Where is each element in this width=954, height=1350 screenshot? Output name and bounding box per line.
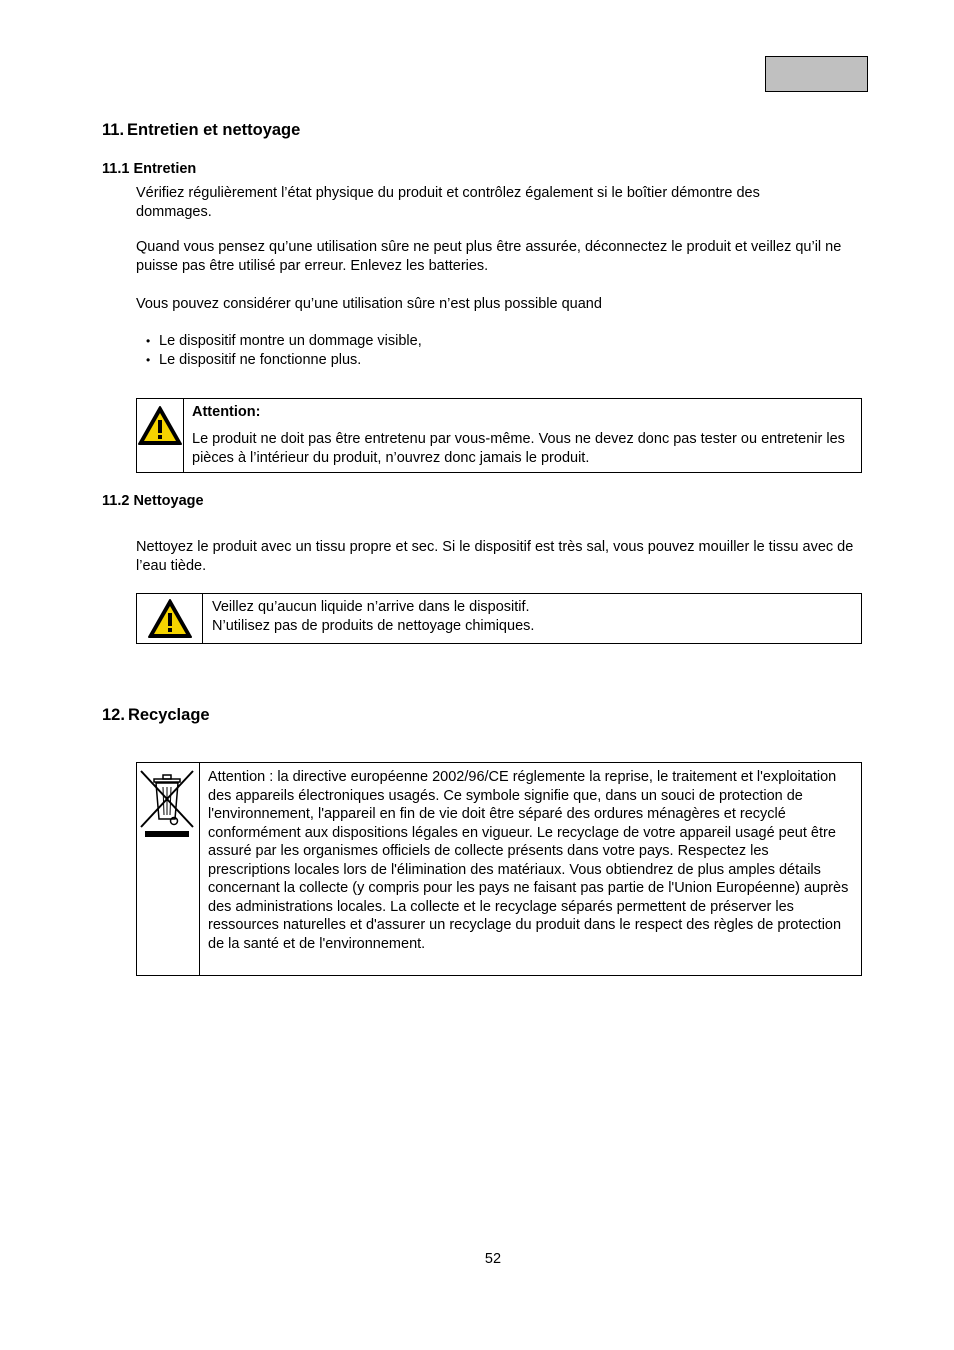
warning-text-cell [203,594,542,643]
conditions-list [146,332,422,370]
warning-text-cell [184,399,861,472]
maintenance-warning-box [136,398,862,473]
language-tab [765,56,868,92]
section-11-heading [102,121,300,140]
section-11-number: 11. [102,121,125,139]
warning-line-2: N’utilisez pas de produits de nettoyage chimiques. [212,618,535,634]
subsection-11-2-heading: 11.2 Nettoyage [102,493,204,509]
entretien-paragraph-1: Vérifiez régulièrement l’état physique du produit et contrôlez également si le boîtier démontre des dommages. [136,185,760,220]
recycling-notice-box [136,762,862,976]
recycling-icon-cell [137,763,200,975]
warning-triangle-icon [147,598,193,640]
warning-line-1: Veillez qu’aucun liquide n’arrive dans le dispositif. [212,599,530,615]
entretien-paragraph-3: Vous pouvez considérer qu’une utilisation sûre n’est plus possible quand [136,296,602,312]
warning-text: Le produit ne doit pas être entretenu par vous-même. Vous ne devez donc pas tester ou entretenir les pièces à l’intérieur du produit, n’ouvrez donc jamais le produit. [192,431,845,466]
section-11-title: Entretien et nettoyage [127,121,301,139]
crossed-out-bin-icon [137,769,199,839]
warning-icon-cell [137,399,184,472]
warning-title: Attention: [192,404,261,420]
page-number: 52 [484,1251,502,1267]
section-12-title: Recyclage [127,706,210,724]
nettoyage-paragraph: Nettoyez le produit avec un tissu propre et sec. Si le dispositif est très sal, vous pouvez mouiller le tissu avec de l’eau tiède. [136,539,854,574]
warning-triangle-icon [137,405,183,447]
warning-icon-cell [137,594,203,643]
section-12-number: 12. [102,706,125,724]
subsection-11-1-heading: 11.1 Entretien [102,161,197,177]
cleaning-warning-box [136,593,862,644]
section-12-heading [102,706,210,725]
entretien-paragraph-2: Quand vous pensez qu’une utilisation sûre ne peut plus être assurée, déconnectez le produit et veillez qu’il ne puisse pas être utilisé par erreur. Enlevez les batteries. [136,239,842,274]
list-item: • Le dispositif ne fonctionne plus. [146,351,422,370]
list-item: • Le dispositif montre un dommage visible, [146,332,422,351]
recycling-text: Attention : la directive européenne 2002/96/CE réglemente la reprise, le traitement et l'exploitation des appareils électroniques usagés. Ce symbole signifie que, dans un souci de protection de l'environnement, l'appareil en fin de vie doit être séparé des ordures ménagères et recyclé conformément aux dispositions légales en vigueur. Le recyclage de votre appareil usagé peut être assuré par les organismes officiels de collecte présents dans votre pays. Respectez les prescriptions locales lors de l'élimination des matériaux. Vous obtiendrez de plus amples détails concernant la collecte (y compris pour les pays ne faisant pas partie de l'Union Européenne) auprès des administrations locales. La collecte et le recyclage séparés permettent de préserver les ressources naturelles et d'assurer un recyclage du produit dans le respect des règles de protection de la santé et de l'environnement. [208,769,849,952]
